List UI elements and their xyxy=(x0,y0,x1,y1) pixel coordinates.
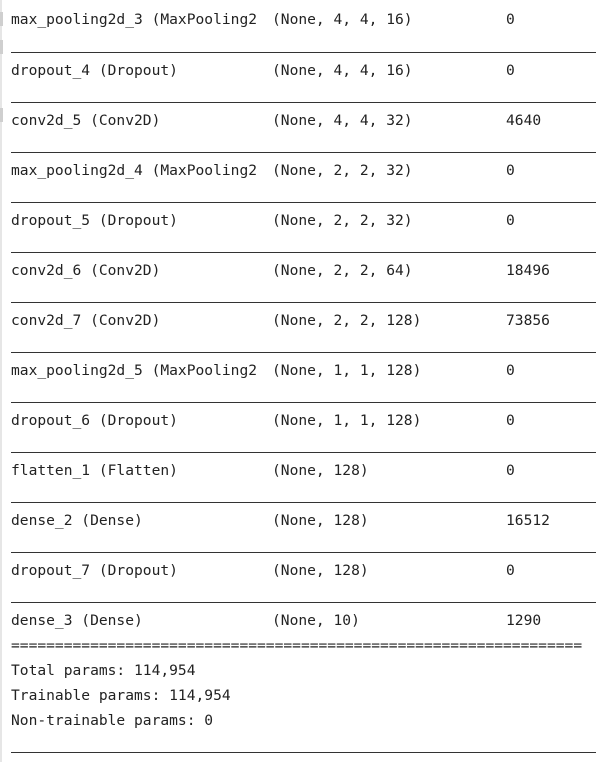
param-count: 0 xyxy=(506,462,515,479)
row-separator xyxy=(11,602,596,603)
row-separator xyxy=(11,352,596,353)
gutter-marker xyxy=(0,108,3,122)
output-shape: (None, 1, 1, 128) xyxy=(272,412,422,429)
row-separator xyxy=(11,502,596,503)
param-count: 4640 xyxy=(506,112,542,129)
param-count: 18496 xyxy=(506,262,550,279)
double-separator: ================================================================= xyxy=(11,641,583,651)
row-separator xyxy=(11,752,596,753)
model-summary-output xyxy=(11,0,596,762)
output-shape: (None, 4, 4, 16) xyxy=(272,11,413,28)
param-count: 0 xyxy=(506,62,515,79)
output-shape: (None, 2, 2, 32) xyxy=(272,212,413,229)
row-separator xyxy=(11,552,596,553)
output-shape: (None, 4, 4, 32) xyxy=(272,112,413,129)
gutter-marker xyxy=(0,40,3,54)
layer-name: conv2d_7 (Conv2D) xyxy=(11,312,161,329)
table-row xyxy=(11,311,596,331)
output-shape: (None, 128) xyxy=(272,462,369,479)
table-row xyxy=(11,10,596,30)
param-count: 0 xyxy=(506,162,515,179)
output-gutter xyxy=(0,0,2,762)
output-shape: (None, 128) xyxy=(272,512,369,529)
row-separator xyxy=(11,402,596,403)
layer-name: dropout_7 (Dropout) xyxy=(11,562,178,579)
table-row xyxy=(11,611,596,631)
param-count: 16512 xyxy=(506,512,550,529)
trainable-params: Trainable params: 114,954 xyxy=(11,687,231,704)
table-row xyxy=(11,111,596,131)
param-count: 0 xyxy=(506,212,515,229)
layer-name: conv2d_6 (Conv2D) xyxy=(11,262,161,279)
table-row xyxy=(11,261,596,281)
layer-name: max_pooling2d_3 (MaxPooling2 xyxy=(11,11,258,28)
param-count: 0 xyxy=(506,562,515,579)
table-row xyxy=(11,461,596,481)
layer-name: max_pooling2d_5 (MaxPooling2 xyxy=(11,362,258,379)
table-row xyxy=(11,361,596,381)
layer-name: dense_2 (Dense) xyxy=(11,512,143,529)
output-shape: (None, 2, 2, 32) xyxy=(272,162,413,179)
table-row xyxy=(11,561,596,581)
row-separator xyxy=(11,102,596,103)
output-shape: (None, 2, 2, 128) xyxy=(272,312,422,329)
layer-name: max_pooling2d_4 (MaxPooling2 xyxy=(11,162,258,179)
layer-name: conv2d_5 (Conv2D) xyxy=(11,112,161,129)
table-row xyxy=(11,211,596,231)
row-separator xyxy=(11,152,596,153)
param-count: 0 xyxy=(506,11,515,28)
output-shape: (None, 128) xyxy=(272,562,369,579)
table-row xyxy=(11,161,596,181)
output-shape: (None, 10) xyxy=(272,612,360,629)
param-count: 73856 xyxy=(506,312,550,329)
layer-name: flatten_1 (Flatten) xyxy=(11,462,178,479)
layer-name: dropout_4 (Dropout) xyxy=(11,62,178,79)
total-params: Total params: 114,954 xyxy=(11,662,196,679)
row-separator xyxy=(11,252,596,253)
layer-name: dense_3 (Dense) xyxy=(11,612,143,629)
row-separator xyxy=(11,202,596,203)
output-shape: (None, 4, 4, 16) xyxy=(272,62,413,79)
param-count: 1290 xyxy=(506,612,542,629)
layer-name: dropout_6 (Dropout) xyxy=(11,412,178,429)
param-count: 0 xyxy=(506,412,515,429)
row-separator xyxy=(11,52,596,53)
output-shape: (None, 1, 1, 128) xyxy=(272,362,422,379)
row-separator xyxy=(11,452,596,453)
table-row xyxy=(11,411,596,431)
param-count: 0 xyxy=(506,362,515,379)
gutter-marker xyxy=(0,12,3,26)
table-row xyxy=(11,61,596,81)
table-row xyxy=(11,511,596,531)
row-separator xyxy=(11,302,596,303)
output-shape: (None, 2, 2, 64) xyxy=(272,262,413,279)
non-trainable-params: Non-trainable params: 0 xyxy=(11,712,214,729)
layer-name: dropout_5 (Dropout) xyxy=(11,212,178,229)
